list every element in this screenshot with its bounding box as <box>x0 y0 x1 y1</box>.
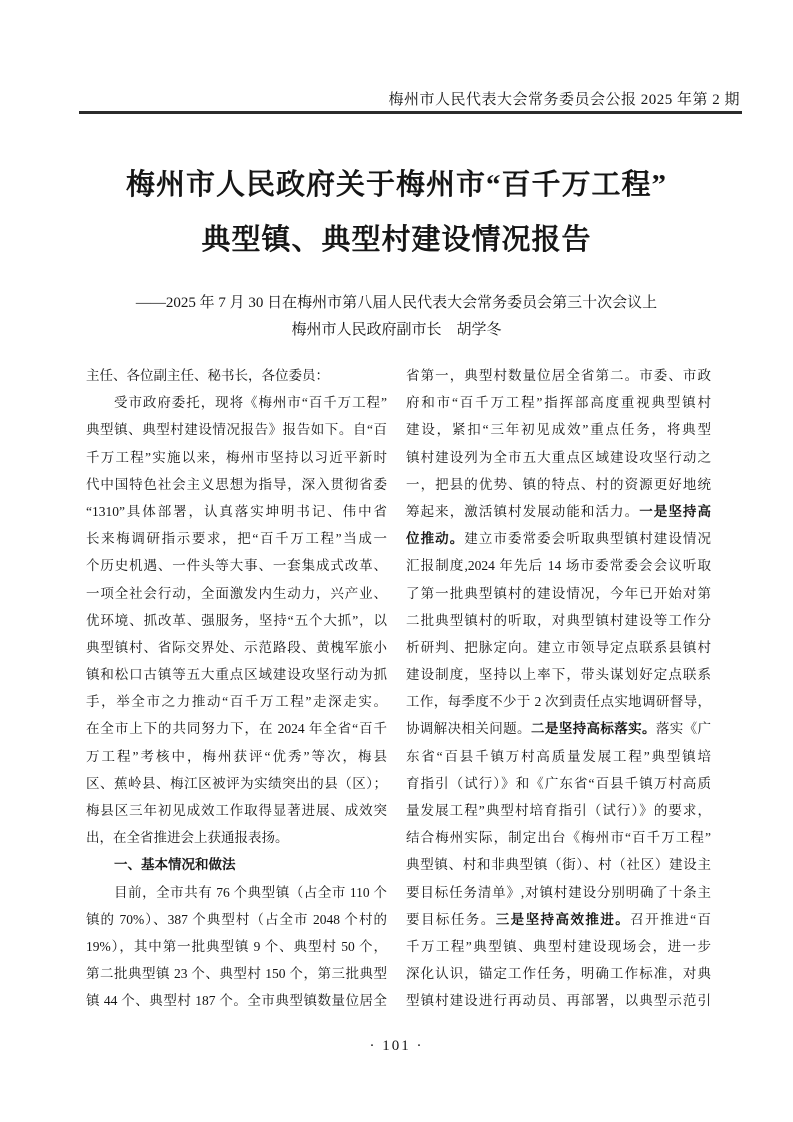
text-line: 工作，每季度不少于 2 次到责任点实地调研督导， <box>406 694 711 710</box>
text-line: 建设制度，坚持以上率下，带头谋划好定点联系 <box>406 667 711 683</box>
text-line: 量发展工程”典型村培育指引（试行）》的要求， <box>406 803 711 818</box>
text-line: 受市政府委托，现将《梅州市“百千万工程” <box>114 395 387 411</box>
text-line: 19%），其中第一批典型镇 9 个、典型村 50 个， <box>86 938 387 954</box>
running-header: 梅州市人民代表大会常务委员会公报 2025 年第 2 期 <box>388 92 740 108</box>
text-line: 典型镇、典型村建设情况报告》报告如下。自“百 <box>86 422 387 438</box>
text-line: 二批典型镇村的听取，对典型镇村建设等工作分 <box>406 612 711 628</box>
text-line: 主任、各位副主任、秘书长，各位委员： <box>86 368 329 383</box>
text-line: 在全市上下的共同努力下，在 2024 年全省“百千 <box>86 721 387 737</box>
text-line: 省第一，典型村数量位居全省第二。市委、市政 <box>406 368 711 383</box>
page-number: · 101 · <box>369 1038 424 1054</box>
text-line: 位推动。建立市委常委会听取典型镇村建设情况 <box>406 531 711 547</box>
text-line: 育指引（试行）》和《广东省“百县千镇万村高质 <box>406 775 711 791</box>
text-line: 手，举全市之力推动“百千万工程”走深走实。 <box>86 694 387 710</box>
text-line: 镇村建设列为全市五大重点区域建设攻坚行动之 <box>406 449 711 465</box>
text-line: 型镇村建设进行再动员、再部署，以典型示范引 <box>406 993 711 1009</box>
text-line: 要目标任务。三是坚持高效推进。召开推进“百 <box>406 911 711 927</box>
text-line: 筹起来，激活镇村发展动能和活力。一是坚持高 <box>406 503 711 519</box>
text-line: 了第一批典型镇村的建设情况，今年已开始对第 <box>406 585 711 601</box>
document-title <box>0 158 793 268</box>
text-line: 目前，全市共有 76 个典型镇（占全市 110 个 <box>114 884 387 900</box>
text-line: 要目标任务清单》,对镇村建设分别明确了十条主 <box>406 884 711 900</box>
left-column <box>86 362 387 1015</box>
title-line-2: 典型镇、典型村建设情况报告 <box>201 224 592 256</box>
text-line: 个历史机遇、一件头等大事、一套集成式改革、 <box>86 558 387 574</box>
text-line: 结合梅州实际，制定出台《梅州市“百千万工程” <box>406 830 711 846</box>
text-line: 长来梅调研指示要求，把“百千万工程”当成一 <box>86 531 387 547</box>
text-line: 镇的 70%）、387 个典型村（占全市 2048 个村的 <box>86 911 387 927</box>
text-line: 建设，紧扣“三年初见成效”重点任务，将典型 <box>406 422 711 438</box>
title-line-1: 梅州市人民政府关于梅州市“百千万工程” <box>125 169 667 201</box>
text-line: 府和市“百千万工程”指挥部高度重视典型镇村 <box>406 395 711 411</box>
text-line: 典型镇、村和非典型镇（街）、村（社区）建设主 <box>406 857 711 873</box>
text-line: 深化认识，锚定工作任务，明确工作标准，对典 <box>406 966 711 982</box>
text-line: 一项全社会行动，全面激发内生动力，兴产业、 <box>86 585 387 601</box>
text-line: 第二批典型镇 23 个、典型村 150 个，第三批典型 <box>86 966 387 982</box>
text-line: 梅县区三年初见成效工作取得显著进展、成效突 <box>86 803 387 818</box>
subtitle-meeting-line: ——2025 年 7 月 30 日在梅州市第八届人民代表大会常务委员会第三十次会议上 <box>135 295 658 311</box>
text-line: 析研判、把脉定向。建立市领导定点联系县镇村 <box>406 639 711 655</box>
right-column <box>406 362 711 1015</box>
author-line: 梅州市人民政府副市长 胡学冬 <box>291 322 502 338</box>
text-line: 千万工程”实施以来，梅州市坚持以习近平新时 <box>86 449 387 465</box>
text-line: 优环境、抓改革、强服务，坚持“五个大抓”，以 <box>86 612 387 628</box>
text-line: 一，把县的优势、镇的特点、村的资源更好地统 <box>406 476 711 492</box>
text-line: 协调解决相关问题。二是坚持高标落实。落实《广 <box>406 721 711 737</box>
text-line: 区、蕉岭县、梅江区被评为实绩突出的县（区）； <box>86 775 387 791</box>
text-line: “1310”具体部署，认真落实坤明书记、伟中省 <box>86 503 387 519</box>
text-line: 典型镇村、省际交界处、示范路段、黄槐军旅小 <box>86 639 387 655</box>
header-rule <box>79 111 742 114</box>
text-line: 镇和松口古镇等五大重点区域建设攻坚行动为抓 <box>86 667 387 683</box>
text-line: 东省“百县千镇万村高质量发展工程”典型镇培 <box>406 748 711 764</box>
text-line: 汇报制度,2024 年先后 14 场市委常委会会议听取 <box>406 558 711 574</box>
text-line: 出，在全省推进会上获通报表扬。 <box>86 830 289 846</box>
text-line: 一、基本情况和做法 <box>114 857 236 873</box>
text-line: 万工程”考核中，梅州获评“优秀”等次，梅县 <box>86 748 387 764</box>
text-line: 千万工程”典型镇、典型村建设现场会，进一步 <box>406 938 711 954</box>
text-line: 镇 44 个、典型村 187 个。全市典型镇数量位居全 <box>86 993 387 1009</box>
text-line: 代中国特色社会主义思想为指导，深入贯彻省委 <box>86 476 387 492</box>
